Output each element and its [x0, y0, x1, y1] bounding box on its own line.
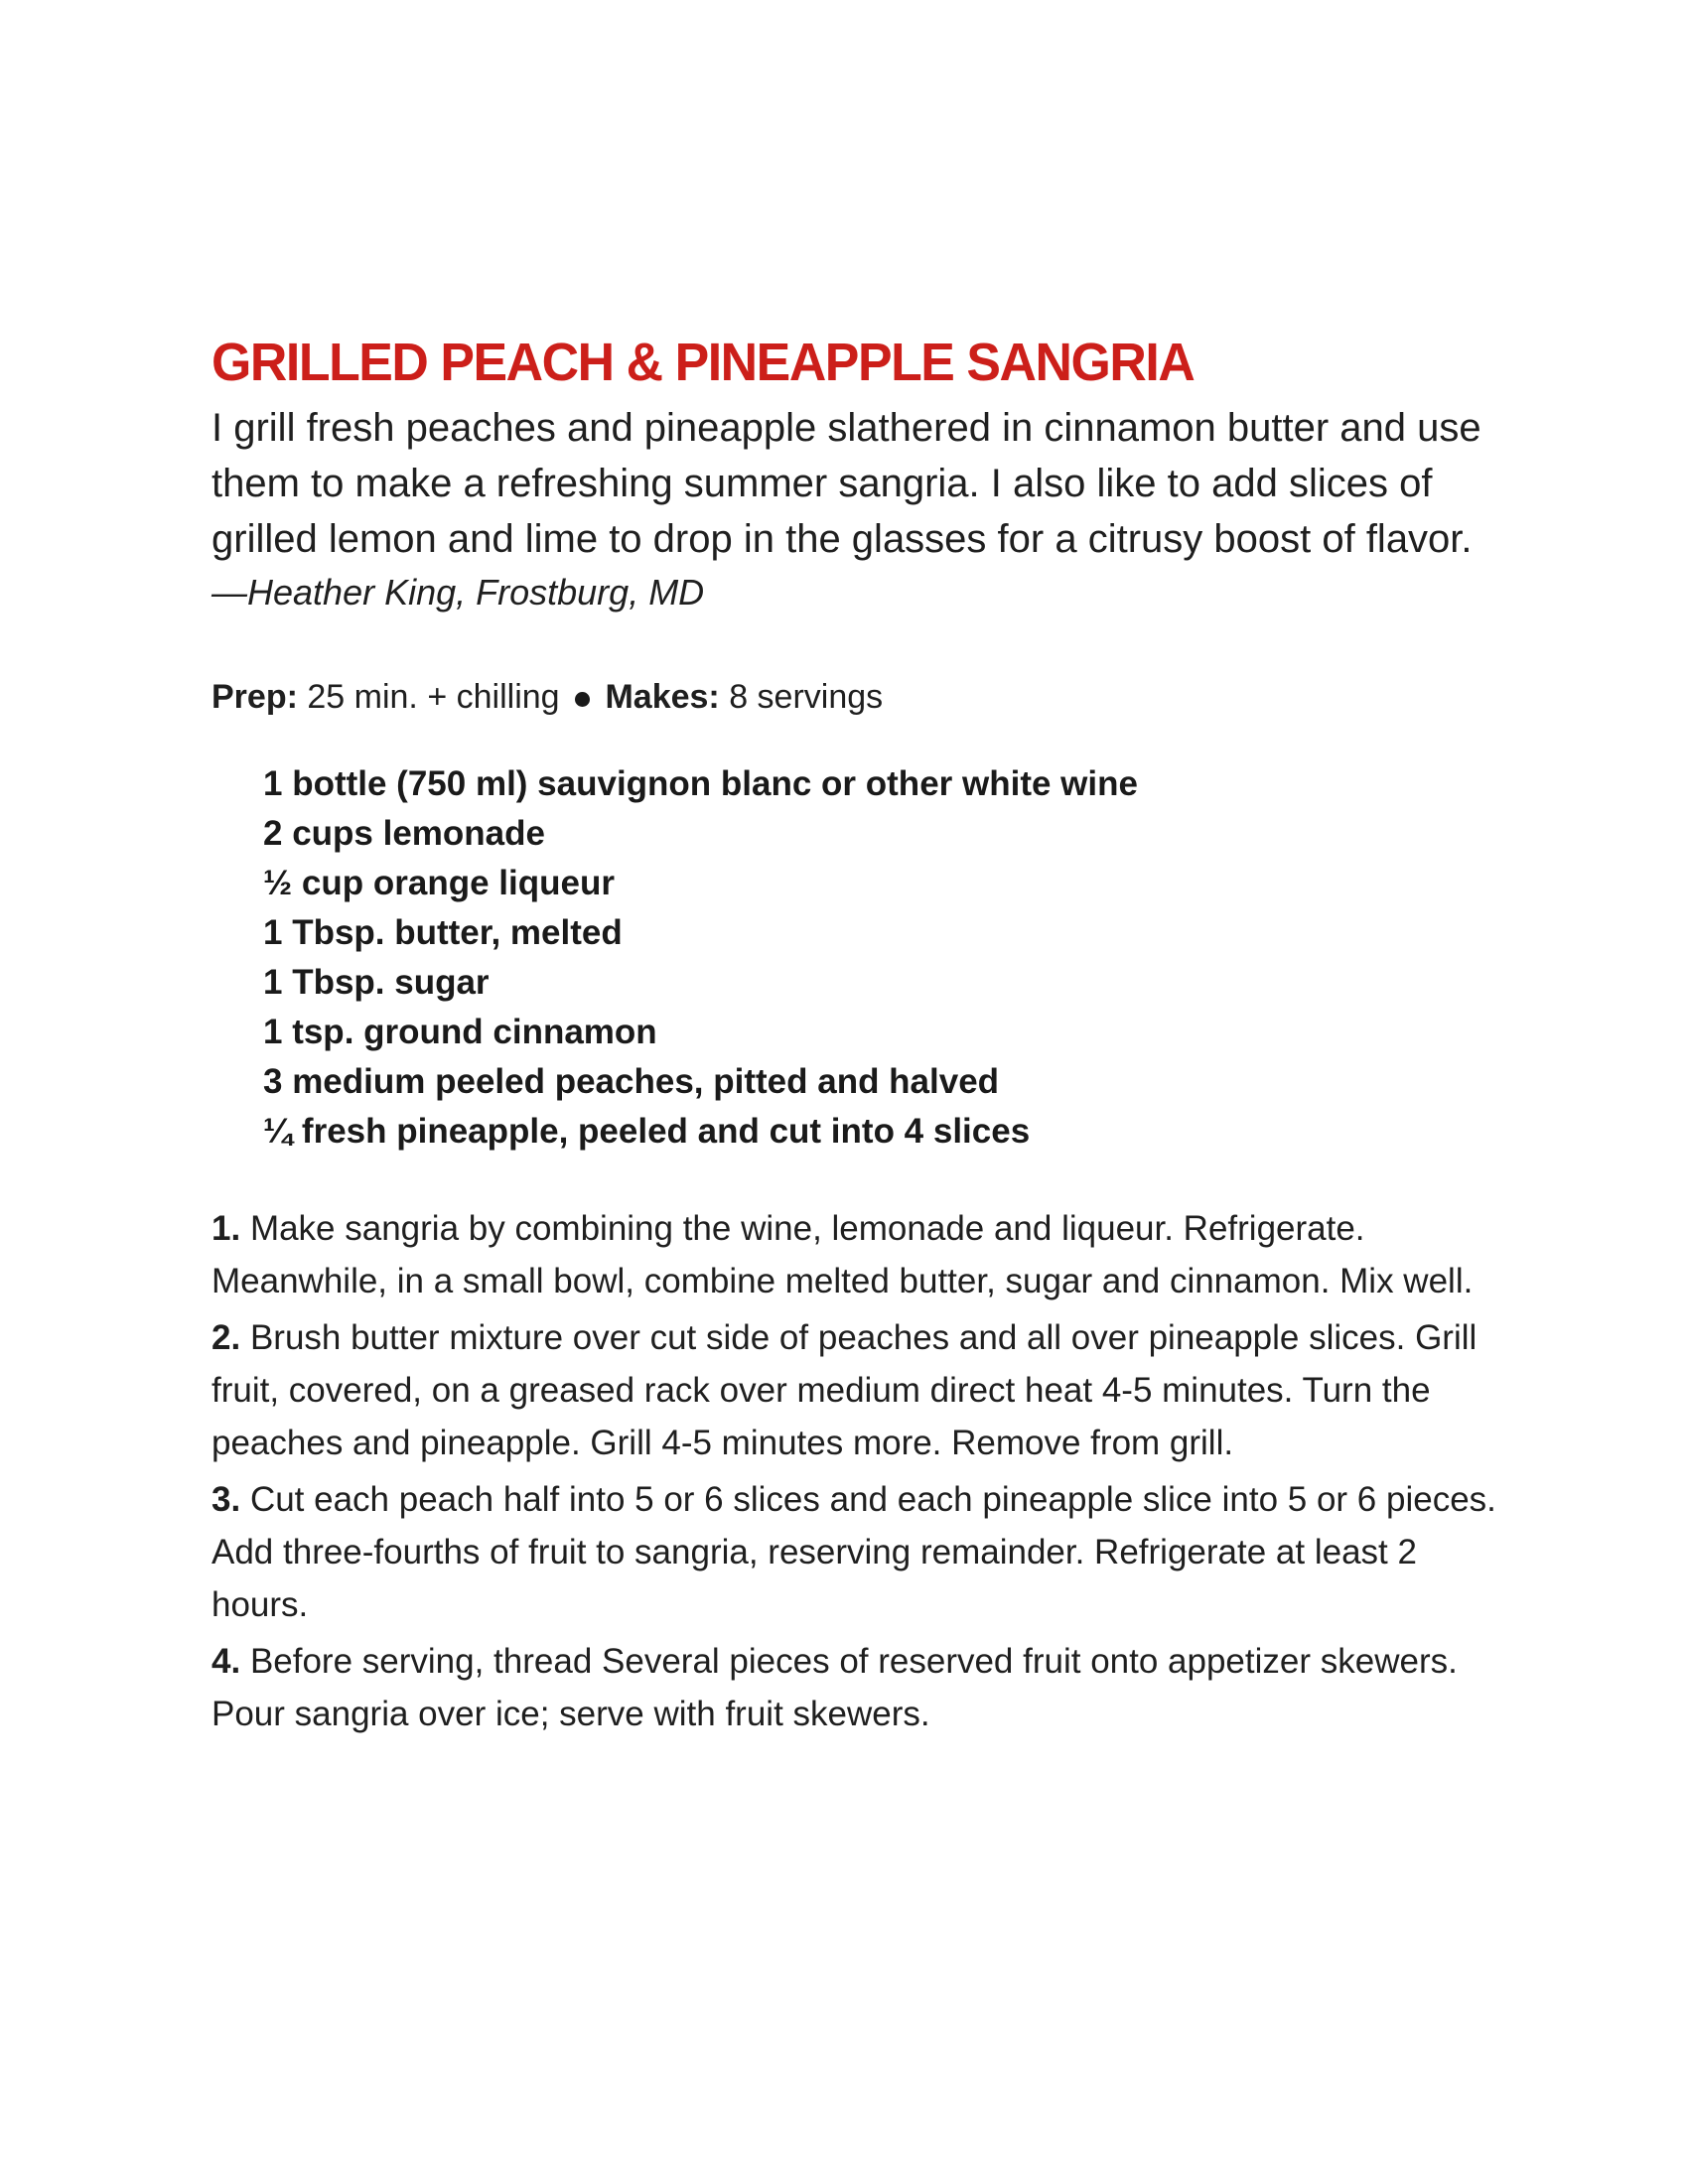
ingredient-list [263, 759, 1502, 1157]
step-text: Brush butter mixture over cut side of peaches and all over pineapple slices. Grill fruit, covered, on a greased rack over medium direct heat 4-5 minutes. Turn the peaches and pineapple. Grill 4-5 minutes more. Remove from grill. [211, 1318, 1477, 1462]
bullet-separator-icon [575, 692, 590, 707]
step-number: 3. [211, 1480, 241, 1519]
ingredient-item: 1 Tbsp. butter, melted [263, 913, 623, 952]
step-number: 2. [211, 1318, 241, 1357]
direction-step [211, 1473, 1502, 1631]
recipe-intro: I grill fresh peaches and pineapple slathered in cinnamon butter and use them to make a refreshing summer sangria. I also like to add slices of grilled lemon and lime to drop in the glasses for a citrusy boost of flavor. [211, 406, 1481, 561]
prep-label: Prep: [211, 678, 298, 716]
ingredient-item: ½ cup orange liqueur [263, 864, 615, 902]
ingredient-item: 1 bottle (750 ml) sauvignon blanc or other white wine [263, 764, 1138, 803]
step-text: Make sangria by combining the wine, lemonade and liqueur. Refrigerate. Meanwhile, in a small bowl, combine melted butter, sugar and cinnamon. Mix well. [211, 1209, 1474, 1300]
direction-steps [211, 1202, 1502, 1740]
ingredient-item: 2 cups lemonade [263, 814, 545, 853]
ingredient-item: 1 Tbsp. sugar [263, 963, 490, 1002]
step-number: 4. [211, 1642, 241, 1681]
prep-value: 25 min. + chilling [307, 678, 560, 716]
ingredient-item: ¼ fresh pineapple, peeled and cut into 4 slices [263, 1112, 1031, 1151]
recipe-page [211, 333, 1502, 1744]
step-text: Cut each peach half into 5 or 6 slices and each pineapple slice into 5 or 6 pieces. Add three-fourths of fruit to sangria, reserving remainder. Refrigerate at least 2 hours. [211, 1480, 1496, 1624]
recipe-title: GRILLED PEACH & PINEAPPLE SANGRIA [211, 333, 1195, 392]
ingredient-item: 3 medium peeled peaches, pitted and halved [263, 1062, 1000, 1101]
makes-value: 8 servings [729, 678, 884, 716]
recipe-byline: —Heather King, Frostburg, MD [211, 572, 705, 613]
step-number: 1. [211, 1209, 241, 1248]
recipe-meta [211, 672, 1502, 722]
step-text: Before serving, thread Several pieces of reserved fruit onto appetizer skewers. Pour sangria over ice; serve with fruit skewers. [211, 1642, 1458, 1733]
makes-label: Makes: [605, 678, 720, 716]
ingredient-item: 1 tsp. ground cinnamon [263, 1013, 657, 1051]
direction-step [211, 1311, 1502, 1469]
direction-step [211, 1202, 1502, 1307]
direction-step [211, 1635, 1502, 1740]
